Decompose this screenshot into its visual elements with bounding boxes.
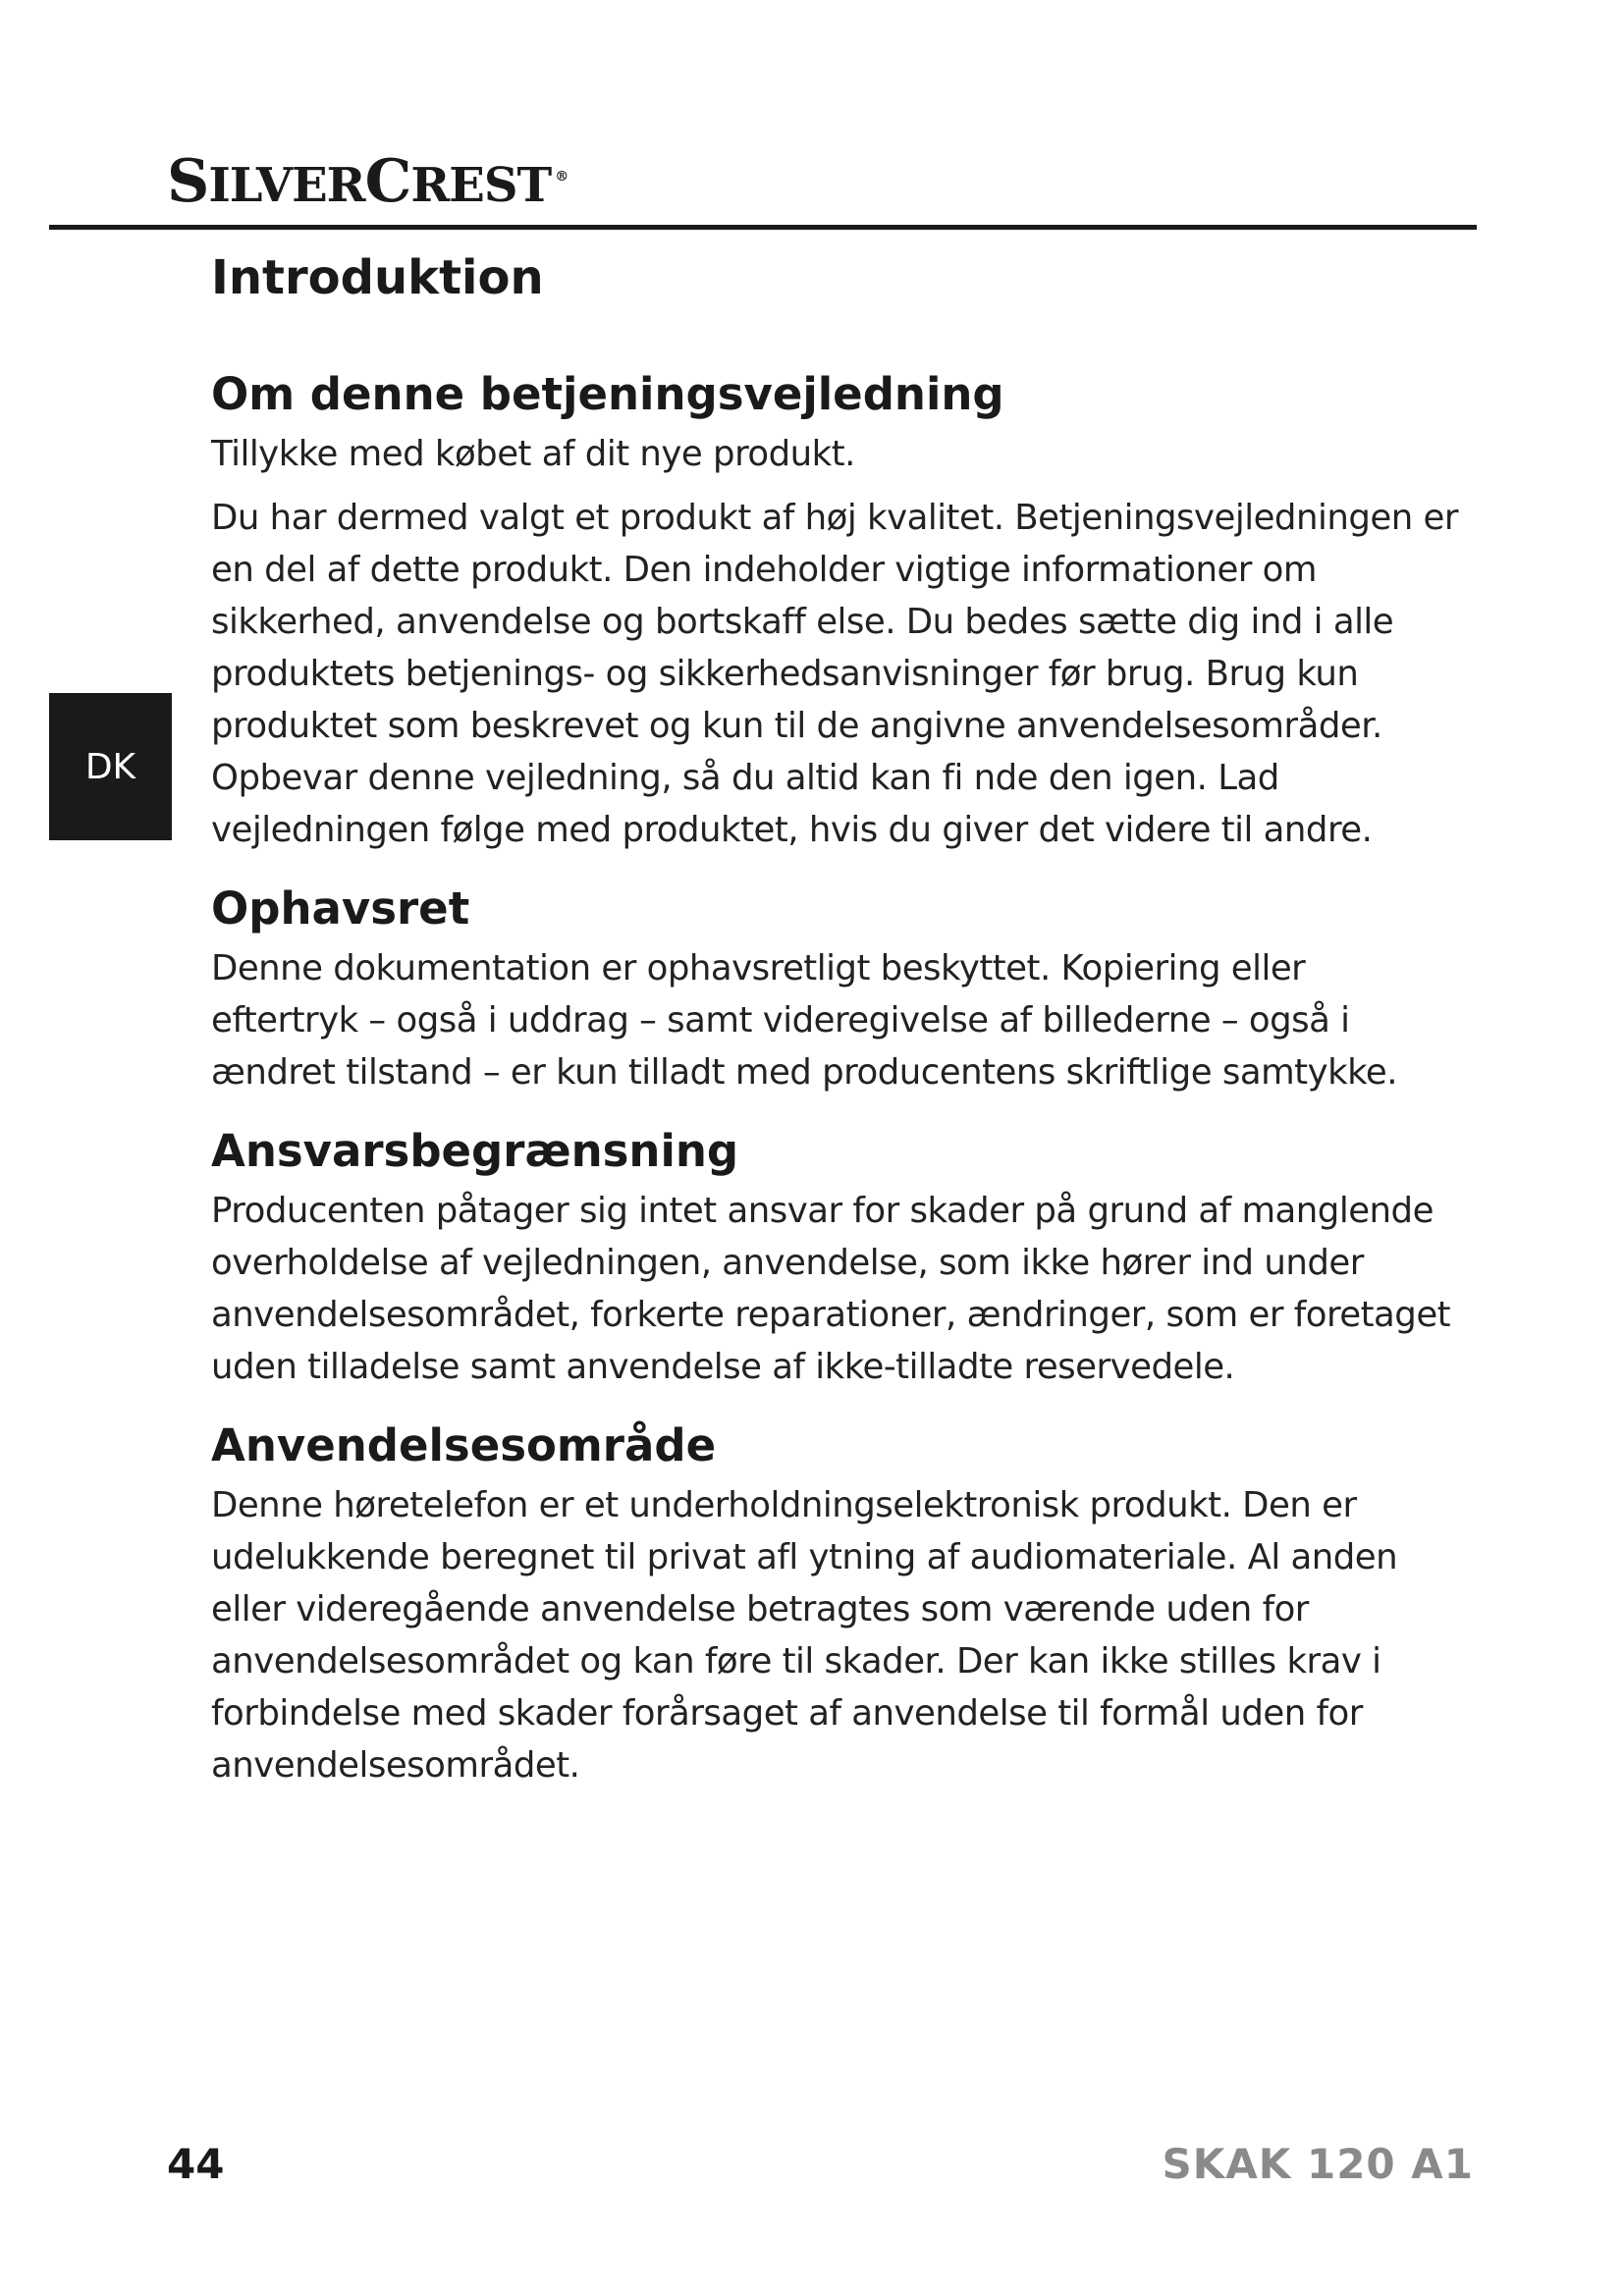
section-heading: Ansvarsbegrænsning	[211, 1125, 739, 1177]
section-heading: Om denne betjeningsvejledning	[211, 368, 1004, 420]
header-divider	[49, 225, 1477, 230]
section-paragraph: Du har dermed valgt et produkt af høj kvalitet. Betjeningsvejledningen er en del af dette produkt. Den indeholder vigtige informationer om sikkerhed, anvendelse og bortskaff else. Du bedes sætte dig ind i alle produktets betjenings- og sikkerhedsanvisninger før brug. Brug kun produktet som beskrevet og kun til de angivne anvendelsesområder. Opbevar denne vejledning, så du altid kan fi nde den igen. Lad vejledningen følge med produktet, hvis du giver det videre til andre.	[211, 498, 1458, 850]
page-number: 44	[167, 2140, 225, 2188]
main-content	[211, 245, 1458, 1791]
section-paragraph: Tillykke med købet af dit nye produkt.	[211, 434, 855, 474]
section-copyright	[211, 878, 1458, 1098]
section-paragraph: Denne dokumentation er ophavsretligt beskyttet. Kopiering eller eftertryk – også i uddrag – samt videregivelse af billederne – også i ændret tilstand – er kun tilladt med producentens skriftlige samtykke.	[211, 948, 1398, 1093]
section-paragraph: Producenten påtager sig intet ansvar for skader på grund af manglende overholdelse af vejledningen, anvendelse, som ikke hører ind under anvendelsesområdet, forkerte reparationer, ændringer, som er foretaget uden tilladelse samt anvendelse af ikke-tilladte reservedele.	[211, 1191, 1451, 1387]
section-heading: Ophavsret	[211, 882, 470, 934]
registered-mark: ®	[555, 169, 568, 185]
brand-letter-s: S	[167, 147, 209, 216]
section-paragraph: Denne høretelefon er et underholdningselektronisk produkt. Den er udelukkende beregnet til privat afl ytning af audiomateriale. Al anden eller videregående anvendelse betragtes som værende uden for anvendelsesområdet og kan føre til skader. Der kan ikke stilles krav i forbindelse med skader forårsaget af anvendelse til formål uden for anvendelsesområdet.	[211, 1485, 1398, 1786]
brand-part-ilver: ILVER	[208, 158, 365, 213]
language-label: DK	[84, 746, 136, 787]
page-title: Introduktion	[211, 250, 544, 305]
brand-logo	[167, 147, 568, 216]
section-liability	[211, 1120, 1458, 1393]
brand-letter-c: C	[364, 147, 411, 216]
section-intended-use	[211, 1415, 1458, 1791]
section-about-manual	[211, 363, 1458, 856]
language-tab	[49, 693, 172, 840]
section-heading: Anvendelsesområde	[211, 1419, 717, 1471]
brand-part-rest: REST	[410, 158, 552, 213]
model-number: SKAK 120 A1	[1162, 2140, 1474, 2188]
